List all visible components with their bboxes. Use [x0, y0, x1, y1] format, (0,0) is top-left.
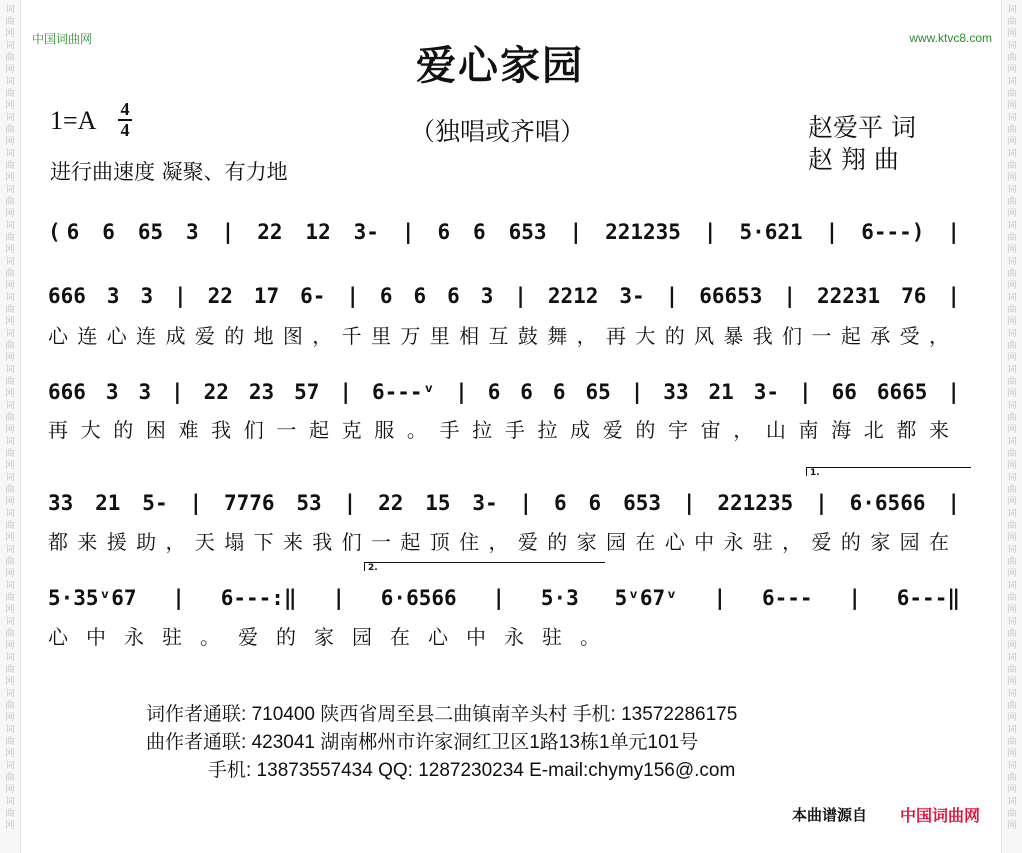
watermark-glyph: 曲 [1007, 413, 1017, 423]
watermark-glyph: 词 [1007, 545, 1017, 555]
notation-line-4: 33 21 5- | 7776 53 | 22 15 3- | 6 6 653 | 221235 | 6·6566 | [48, 491, 960, 515]
notation-line-1: 6 6 65 3 | 22 12 3- | 6 6 653 | 221235 | 5·621 | 6---) | [66, 220, 960, 244]
score-line-2 [48, 276, 960, 316]
watermark-glyph: 曲 [5, 125, 15, 135]
score-line-3 [48, 372, 960, 412]
watermark-glyph: 曲 [5, 629, 15, 639]
watermark-glyph: 网 [1007, 137, 1017, 147]
watermark-glyph: 词 [1007, 401, 1017, 411]
watermark-glyph: 曲 [1007, 809, 1017, 819]
time-signature-bottom: 4 [120, 120, 130, 140]
watermark-glyph: 词 [1007, 581, 1017, 591]
watermark-glyph: 词 [1007, 653, 1017, 663]
watermark-glyph: 词 [5, 617, 15, 627]
watermark-glyph: 词 [1007, 365, 1017, 375]
watermark-glyph: 曲 [5, 377, 15, 387]
watermark-glyph: 网 [1007, 101, 1017, 111]
watermark-glyph: 网 [5, 281, 15, 291]
watermark-glyph: 网 [5, 389, 15, 399]
notation-line-3: 666 3 3 | 22 23 57 | 6---ᵛ | 6 6 6 65 | 33 21 3- | 66 6665 | [48, 380, 960, 404]
watermark-glyph: 词 [5, 725, 15, 735]
watermark-glyph: 网 [1007, 245, 1017, 255]
watermark-glyph: 曲 [5, 161, 15, 171]
watermark-glyph: 曲 [5, 53, 15, 63]
key-signature: 1=A [50, 106, 97, 135]
watermark-glyph: 词 [1007, 185, 1017, 195]
watermark-glyph: 曲 [5, 269, 15, 279]
watermark-glyph: 曲 [1007, 557, 1017, 567]
watermark-glyph: 曲 [1007, 629, 1017, 639]
watermark-glyph: 词 [1007, 509, 1017, 519]
watermark-glyph: 曲 [1007, 665, 1017, 675]
watermark-glyph: 曲 [5, 521, 15, 531]
watermark-glyph: 词 [5, 113, 15, 123]
score-line-1 [48, 212, 960, 252]
watermark-glyph: 网 [5, 713, 15, 723]
watermark-glyph: 曲 [5, 197, 15, 207]
composer-phone-line: 手机: 13873557434 QQ: 1287230234 E-mail:chymy156@.com [208, 760, 736, 781]
source-site: 中国词曲网 [900, 806, 981, 825]
composer-credit: 赵 翔 曲 [808, 145, 899, 174]
lyricist-contact-label: 词作者通联: [146, 704, 247, 725]
watermark-glyph: 曲 [1007, 593, 1017, 603]
watermark-glyph: 曲 [1007, 197, 1017, 207]
watermark-glyph: 网 [5, 65, 15, 75]
watermark-glyph: 词 [5, 545, 15, 555]
watermark-glyph: 词 [5, 473, 15, 483]
watermark-glyph: 曲 [5, 737, 15, 747]
watermark-glyph: 曲 [5, 449, 15, 459]
watermark-glyph: 曲 [1007, 161, 1017, 171]
watermark-glyph: 曲 [1007, 17, 1017, 27]
watermark-glyph: 网 [5, 785, 15, 795]
watermark-glyph: 曲 [1007, 89, 1017, 99]
lyric-line-4: 都来援助，天塌下来我们一起顶住，爱的家园在心中永驻，爱的家园在 [48, 530, 950, 554]
watermark-glyph: 曲 [1007, 269, 1017, 279]
left-watermark-strip [0, 0, 21, 853]
watermark-glyph: 网 [5, 209, 15, 219]
watermark-glyph: 网 [5, 425, 15, 435]
watermark-glyph: 网 [5, 137, 15, 147]
watermark-glyph: 词 [5, 689, 15, 699]
watermark-glyph: 词 [5, 581, 15, 591]
watermark-glyph: 网 [1007, 641, 1017, 651]
watermark-glyph: 词 [5, 77, 15, 87]
lyric-line-5-text: 心中永驻。爱的家园在心中永驻。 [48, 625, 618, 649]
watermark-glyph: 词 [5, 221, 15, 231]
watermark-glyph: 词 [1007, 257, 1017, 267]
watermark-glyph: 词 [1007, 797, 1017, 807]
watermark-glyph: 词 [5, 761, 15, 771]
watermark-glyph: 网 [1007, 749, 1017, 759]
watermark-glyph: 词 [5, 797, 15, 807]
watermark-glyph: 曲 [1007, 737, 1017, 747]
watermark-glyph: 网 [5, 317, 15, 327]
watermark-glyph: 词 [5, 149, 15, 159]
watermark-glyph: 词 [5, 437, 15, 447]
watermark-glyph: 词 [1007, 293, 1017, 303]
watermark-glyph: 曲 [1007, 377, 1017, 387]
watermark-glyph: 网 [1007, 389, 1017, 399]
watermark-glyph: 网 [1007, 605, 1017, 615]
watermark-glyph: 词 [5, 365, 15, 375]
watermark-glyph: 词 [1007, 41, 1017, 51]
time-signature [117, 100, 133, 140]
lyric-line-2: 心连心连成爱的地图，千里万里相互鼓舞，再大的风暴我们一起承受， [48, 324, 950, 348]
watermark-glyph: 网 [1007, 533, 1017, 543]
watermark-glyph: 网 [1007, 713, 1017, 723]
score-line-4 [48, 483, 960, 523]
watermark-glyph: 曲 [5, 413, 15, 423]
watermark-glyph: 词 [1007, 149, 1017, 159]
lyric-line-5 [48, 621, 788, 650]
watermark-glyph: 网 [5, 677, 15, 687]
watermark-glyph: 词 [5, 401, 15, 411]
watermark-glyph: 曲 [1007, 485, 1017, 495]
watermark-glyph: 词 [5, 653, 15, 663]
watermark-glyph: 词 [1007, 113, 1017, 123]
watermark-glyph: 网 [1007, 317, 1017, 327]
watermark-glyph: 词 [1007, 473, 1017, 483]
watermark-glyph: 网 [5, 101, 15, 111]
watermark-glyph: 网 [5, 173, 15, 183]
watermark-glyph: 曲 [1007, 53, 1017, 63]
first-ending-bracket [806, 467, 971, 476]
watermark-glyph: 网 [5, 461, 15, 471]
watermark-glyph: 网 [1007, 65, 1017, 75]
watermark-glyph: 网 [1007, 281, 1017, 291]
watermark-glyph: 词 [1007, 725, 1017, 735]
watermark-glyph: 曲 [5, 701, 15, 711]
watermark-glyph: 曲 [5, 305, 15, 315]
watermark-glyph: 词 [1007, 5, 1017, 15]
watermark-glyph: 网 [5, 245, 15, 255]
watermark-glyph: 曲 [5, 593, 15, 603]
watermark-glyph: 网 [5, 641, 15, 651]
watermark-glyph: 曲 [1007, 125, 1017, 135]
second-ending-label: 2. [368, 563, 378, 573]
watermark-glyph: 曲 [1007, 773, 1017, 783]
watermark-glyph: 网 [5, 749, 15, 759]
site-name-left: 中国词曲网 [32, 32, 93, 46]
watermark-glyph: 曲 [5, 17, 15, 27]
watermark-glyph: 词 [1007, 761, 1017, 771]
song-title: 爱心家园 [416, 43, 584, 89]
watermark-glyph: 词 [5, 509, 15, 519]
watermark-glyph: 曲 [1007, 449, 1017, 459]
watermark-glyph: 网 [1007, 821, 1017, 831]
watermark-glyph: 词 [1007, 221, 1017, 231]
intro-open-paren: ( [48, 220, 61, 244]
lyricist-contact-info: 710400 陕西省周至县二曲镇南辛头村 手机: 13572286175 [251, 704, 738, 725]
watermark-glyph: 网 [5, 29, 15, 39]
time-signature-top: 4 [120, 99, 130, 119]
watermark-glyph: 网 [5, 497, 15, 507]
watermark-glyph: 词 [1007, 329, 1017, 339]
lyricist-credit: 赵爱平 词 [808, 113, 916, 142]
watermark-glyph: 词 [5, 185, 15, 195]
watermark-glyph: 曲 [1007, 305, 1017, 315]
watermark-glyph: 网 [1007, 497, 1017, 507]
watermark-glyph: 曲 [5, 773, 15, 783]
watermark-glyph: 网 [1007, 677, 1017, 687]
watermark-glyph: 词 [1007, 689, 1017, 699]
watermark-glyph: 曲 [5, 341, 15, 351]
watermark-glyph: 网 [5, 353, 15, 363]
watermark-glyph: 词 [5, 293, 15, 303]
watermark-glyph: 词 [5, 329, 15, 339]
performance-note: （独唱或齐唱） [410, 117, 586, 146]
watermark-glyph: 网 [5, 821, 15, 831]
watermark-glyph: 词 [1007, 617, 1017, 627]
watermark-glyph: 曲 [1007, 341, 1017, 351]
watermark-glyph: 词 [5, 257, 15, 267]
watermark-glyph: 网 [1007, 209, 1017, 219]
watermark-glyph: 曲 [5, 89, 15, 99]
watermark-glyph: 网 [1007, 353, 1017, 363]
watermark-glyph: 网 [5, 533, 15, 543]
watermark-glyph: 网 [1007, 785, 1017, 795]
site-url-right: www.ktvc8.com [909, 31, 992, 45]
watermark-glyph: 词 [1007, 77, 1017, 87]
composer-contact-label: 曲作者通联: [146, 732, 247, 753]
watermark-glyph: 曲 [5, 809, 15, 819]
watermark-glyph: 网 [5, 569, 15, 579]
watermark-glyph: 曲 [5, 485, 15, 495]
watermark-glyph: 网 [1007, 29, 1017, 39]
watermark-glyph: 网 [1007, 425, 1017, 435]
watermark-glyph: 网 [1007, 173, 1017, 183]
watermark-glyph: 词 [1007, 437, 1017, 447]
watermark-glyph: 曲 [5, 665, 15, 675]
watermark-glyph: 网 [5, 605, 15, 615]
lyricist-contact [146, 699, 737, 726]
watermark-glyph: 曲 [5, 557, 15, 567]
watermark-glyph: 网 [1007, 461, 1017, 471]
notation-line-5: 5·35ᵛ67 | 6---:‖ | 6·6566 | 5·3 5ᵛ67ᵛ | 6--- | 6---‖ [48, 586, 960, 610]
notation-line-2: 666 3 3 | 22 17 6- | 6 6 6 3 | 2212 3- | 66653 | 22231 76 | [48, 284, 960, 308]
watermark-glyph: 曲 [5, 233, 15, 243]
lyric-line-3: 再大的困难我们一起克服。手拉手拉成爱的宇宙，山南海北都来 [48, 418, 950, 442]
watermark-glyph: 曲 [1007, 701, 1017, 711]
tempo-marking: 进行曲速度 凝聚、有力地 [50, 160, 288, 184]
watermark-glyph: 词 [5, 5, 15, 15]
watermark-glyph: 曲 [1007, 521, 1017, 531]
composer-contact [146, 727, 698, 754]
composer-contact-info: 423041 湖南郴州市许家洞红卫区1路13栋1单元101号 [251, 732, 699, 753]
watermark-glyph: 曲 [1007, 233, 1017, 243]
watermark-glyph: 词 [5, 41, 15, 51]
first-ending-label: 1. [810, 468, 820, 478]
right-watermark-strip [1001, 0, 1022, 853]
score-line-5 [48, 578, 960, 618]
second-ending-bracket [364, 562, 605, 571]
watermark-glyph: 网 [1007, 569, 1017, 579]
source-label: 本曲谱源自 [792, 806, 868, 824]
